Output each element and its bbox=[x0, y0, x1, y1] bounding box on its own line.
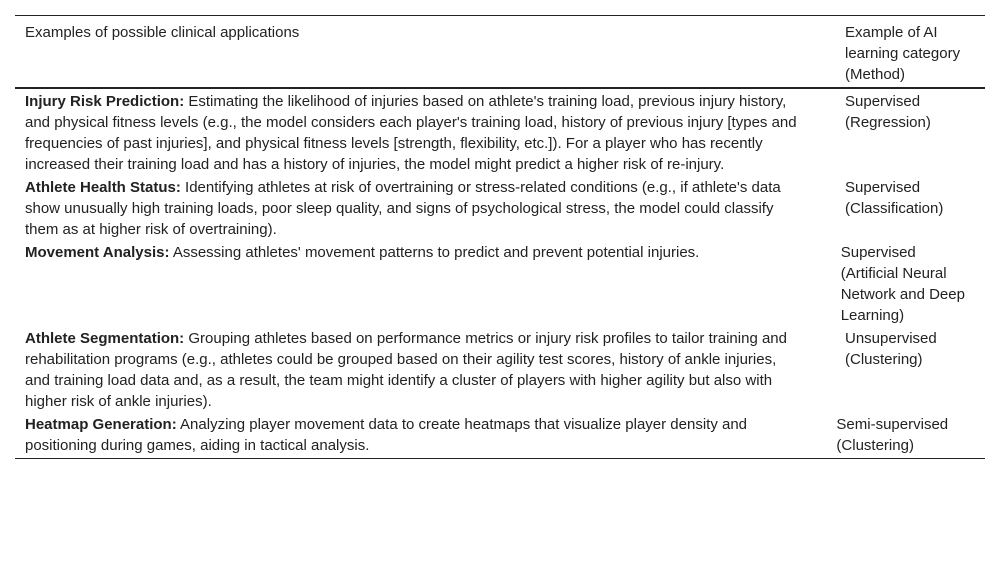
table-row bbox=[15, 242, 985, 326]
table-row bbox=[15, 414, 985, 458]
application-text: Estimating the likelihood of injuries based on athlete's training load, previous injury history, and physical fitness levels (e.g., the model considers each player's training load, history of previous injury [types and frequencies of past injuries], and physical fitness levels [strength, flexibility, etc.]). For a player who has recently increased their training load and has a history of injuries, the model might predict a higher risk of re-injury. bbox=[25, 93, 797, 173]
application-cell bbox=[15, 328, 845, 412]
method-cell: Supervised (Regression) bbox=[845, 93, 931, 131]
application-title: Athlete Segmentation: bbox=[25, 330, 185, 347]
table-header bbox=[15, 16, 985, 89]
applications-table bbox=[15, 15, 985, 459]
table-row bbox=[15, 89, 985, 175]
table-row bbox=[15, 328, 985, 412]
application-title: Athlete Health Status: bbox=[25, 179, 181, 196]
application-cell bbox=[15, 414, 836, 456]
method-cell: Semi-supervised (Clustering) bbox=[836, 416, 949, 454]
method-cell: Supervised (Artificial Neural Network and Deep Learning) bbox=[840, 244, 965, 324]
application-cell bbox=[15, 91, 845, 175]
method-cell: Unsupervised (Clustering) bbox=[845, 330, 937, 368]
application-title: Injury Risk Prediction: bbox=[25, 93, 185, 110]
application-text: Grouping athletes based on performance metrics or injury risk profiles to tailor training and rehabilitation programs (e.g., athletes could be grouped based on their agility test scores, history of ankle injuries, and training load data and, as a result, the team might identify a cluster of players with higher agility but also with higher risk of ankle injuries). bbox=[25, 330, 787, 410]
application-title: Heatmap Generation: bbox=[25, 416, 177, 433]
method-cell: Supervised (Classification) bbox=[845, 179, 944, 217]
application-cell bbox=[15, 242, 841, 326]
application-text: Identifying athletes at risk of overtraining or stress-related conditions (e.g., if athlete's data show unusually high training loads, poor sleep quality, and signs of psychological stress, the model could classify them as at higher risk of overtraining). bbox=[25, 179, 781, 238]
header-method: Example of AI learning category (Method) bbox=[845, 24, 961, 83]
header-applications: Examples of possible clinical applications bbox=[25, 24, 300, 41]
application-title: Movement Analysis: bbox=[25, 244, 170, 261]
application-cell bbox=[15, 177, 845, 240]
application-text: Analyzing player movement data to create heatmaps that visualize player density and positioning during games, aiding in tactical analysis. bbox=[25, 416, 748, 454]
application-text: Assessing athletes' movement patterns to predict and prevent potential injuries. bbox=[169, 244, 700, 261]
table-row bbox=[15, 177, 985, 240]
